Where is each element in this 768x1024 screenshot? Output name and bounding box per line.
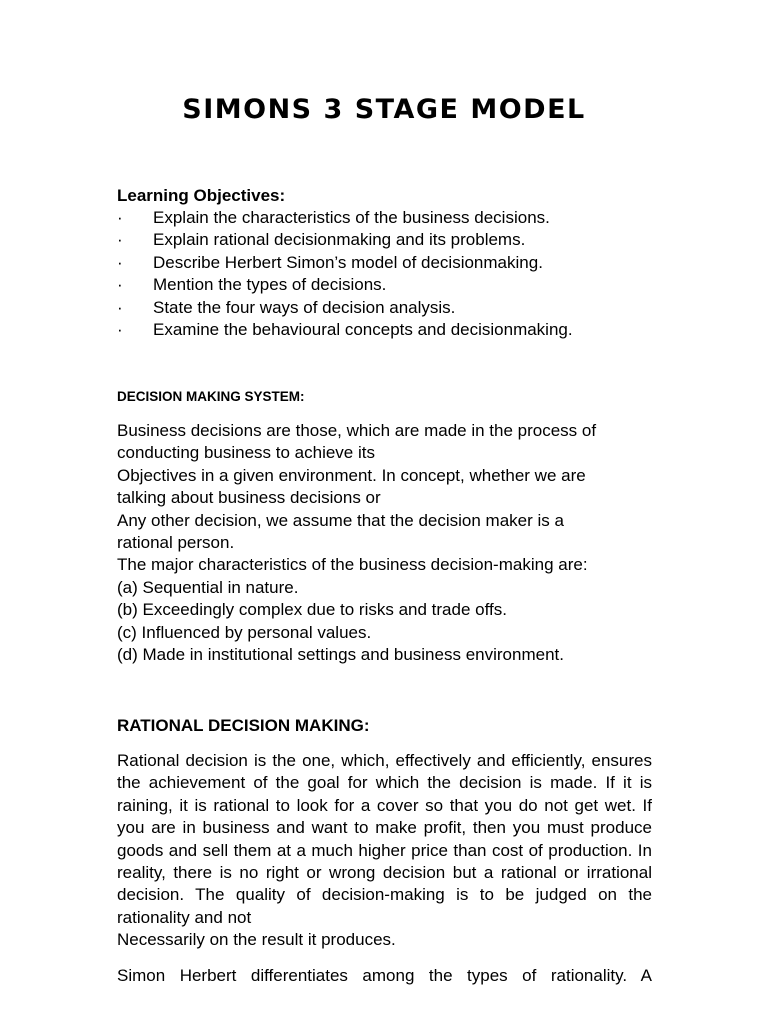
learning-objectives-list [117, 207, 573, 341]
body-line: (d) Made in institutional settings and business environment. [117, 645, 564, 665]
body-line: rational person. [117, 533, 235, 553]
simon-paragraph: Simon Herbert differentiates among the types of rationality. A [117, 966, 652, 985]
objective-text: Explain rational decisionmaking and its problems. [153, 230, 526, 250]
bullet-icon: · [117, 252, 123, 272]
list-item [117, 319, 573, 341]
body-line: The major characteristics of the business decision-making are: [117, 555, 588, 575]
list-item [117, 274, 573, 296]
list-item [117, 252, 573, 274]
rational-decision-making-heading: RATIONAL DECISION MAKING: [117, 716, 370, 735]
objective-text: Mention the types of decisions. [153, 275, 387, 295]
learning-objectives-heading: Learning Objectives: [117, 186, 286, 205]
objective-text: Examine the behavioural concepts and decisionmaking. [153, 320, 573, 340]
decision-making-system-heading: DECISION MAKING SYSTEM: [117, 389, 305, 404]
list-item [117, 207, 573, 229]
bullet-icon: · [117, 230, 123, 250]
objective-text: Describe Herbert Simon’s model of decisionmaking. [153, 252, 543, 272]
body-line: Business decisions are those, which are made in the process of [117, 421, 597, 440]
body-line: (a) Sequential in nature. [117, 577, 299, 597]
bullet-icon: · [117, 297, 123, 317]
paragraph-text: Rational decision is the one, which, effectively and efficiently, ensures the achievement of the goal for which the decision is made. If it is raining, it is rational to look for a cover so that you do not get wet. If you are in business and want to make profit, then you must produce goods and sell them at a much higher price than cost of production. In reality, there is no right or wrong decision but a rational or irrational decision. The quality of decision-making is to be judged on the rationality and not [117, 751, 652, 927]
list-item [117, 297, 573, 319]
decision-making-system-body [117, 420, 652, 666]
body-line: Any other decision, we assume that the decision maker is a [117, 510, 564, 530]
objective-text: State the four ways of decision analysis. [153, 297, 456, 317]
rational-decision-making-body [117, 750, 652, 952]
body-line: (b) Exceedingly complex due to risks and trade offs. [117, 600, 507, 620]
bullet-icon: · [117, 208, 123, 227]
objective-text: Explain the characteristics of the business decisions. [153, 208, 550, 227]
paragraph-last-line: Necessarily on the result it produces. [117, 930, 396, 950]
list-item [117, 229, 573, 251]
body-line: conducting business to achieve its [117, 443, 375, 463]
body-line: Objectives in a given environment. In concept, whether we are [117, 465, 586, 485]
bullet-icon: · [117, 320, 123, 340]
bullet-icon: · [117, 275, 123, 295]
body-line: (c) Influenced by personal values. [117, 622, 372, 642]
page-title: SIMONS 3 STAGE MODEL [182, 94, 586, 125]
body-line: talking about business decisions or [117, 488, 381, 508]
